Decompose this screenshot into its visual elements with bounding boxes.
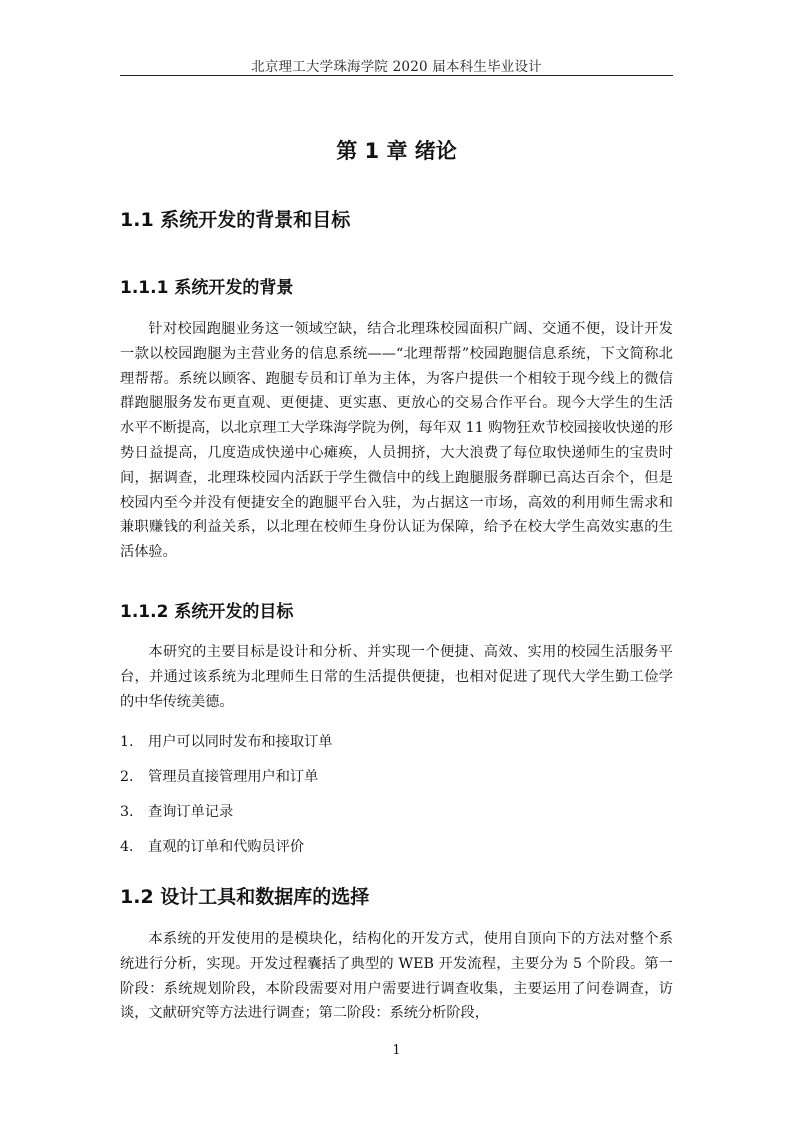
section-1-2-heading: 1.2 设计工具和数据库的选择 [120, 886, 370, 908]
background-paragraph: 针对校园跑腿业务这一领域空缺，结合北理珠校园面积广阔、交通不便，设计开发一款以校园跑腿为主营业务的信息系统——“北理帮帮”校园跑腿信息系统，下文简称北理帮帮。系统以顾客、跑腿专员和订单为主体，为客户提供一个相较于现今线上的微信群跑腿服务发布更直观、更便捷、更实惠、更放心的交易合作平台。现今大学生的生活水平不断提高，以北京理工大学珠海学院为例，每年双 11 购物狂欢节校园接收快递的形势日益提高，几度造成快递中心瘫痪，人员拥挤，大大浪费了每位取快递师生的宝贵时间，据调查，北理珠校园内活跃于学生微信中的线上跑腿服务群聊已高达百余个，但是校园内至今并没有便捷安全的跑腿平台入驻，为占据这一市场，高效的利用师生需求和兼职赚钱的利益关系，以北理在校师生身份认证为保障，给予在校大学生高效实惠的生活体验。 [120, 321, 673, 561]
section-1-1-2-heading: 1.1.2 系统开发的目标 [120, 602, 294, 622]
goals-list [120, 732, 673, 872]
list-item-text: 用户可以同时发布和接取订单 [148, 734, 333, 750]
header-rule [120, 75, 673, 76]
list-item [120, 837, 673, 872]
tools-paragraph: 本系统的开发使用的是模块化，结构化的开发方式，使用自顶向下的方法对整个系统进行分析，实现。开发过程囊括了典型的 WEB 开发流程，主要分为 5 个阶段。第一阶段：系统规划阶段，本阶段需要对用户需要进行调查收集，主要运用了问卷调查，访谈，文献研究等方法进行调查；第二阶段：系统分析阶段， [120, 931, 673, 1022]
list-item [120, 767, 673, 802]
list-item-number: 4. [120, 839, 134, 855]
list-item [120, 802, 673, 837]
list-item-text: 查询订单记录 [148, 804, 234, 820]
list-item-number: 1. [120, 734, 134, 750]
list-item-text: 管理员直接管理用户和订单 [148, 769, 319, 785]
list-item [120, 732, 673, 767]
section-1-1-1-heading: 1.1.1 系统开发的背景 [120, 278, 294, 298]
page-number: 1 [392, 1043, 401, 1058]
goals-paragraph: 本研究的主要目标是设计和分析、并实现一个便捷、高效、实用的校园生活服务平台，并通过该系统为北理师生日常的生活提供便捷，也相对促进了现代大学生勤工俭学的中华传统美德。 [120, 644, 673, 710]
list-item-number: 3. [120, 804, 134, 820]
list-item-text: 直观的订单和代购员评价 [148, 839, 305, 855]
page-header: 北京理工大学珠海学院 2020 届本科生毕业设计 [251, 59, 542, 75]
chapter-title: 第 1 章 绪论 [336, 139, 457, 163]
list-item-number: 2. [120, 769, 134, 785]
section-1-1-heading: 1.1 系统开发的背景和目标 [120, 209, 351, 231]
